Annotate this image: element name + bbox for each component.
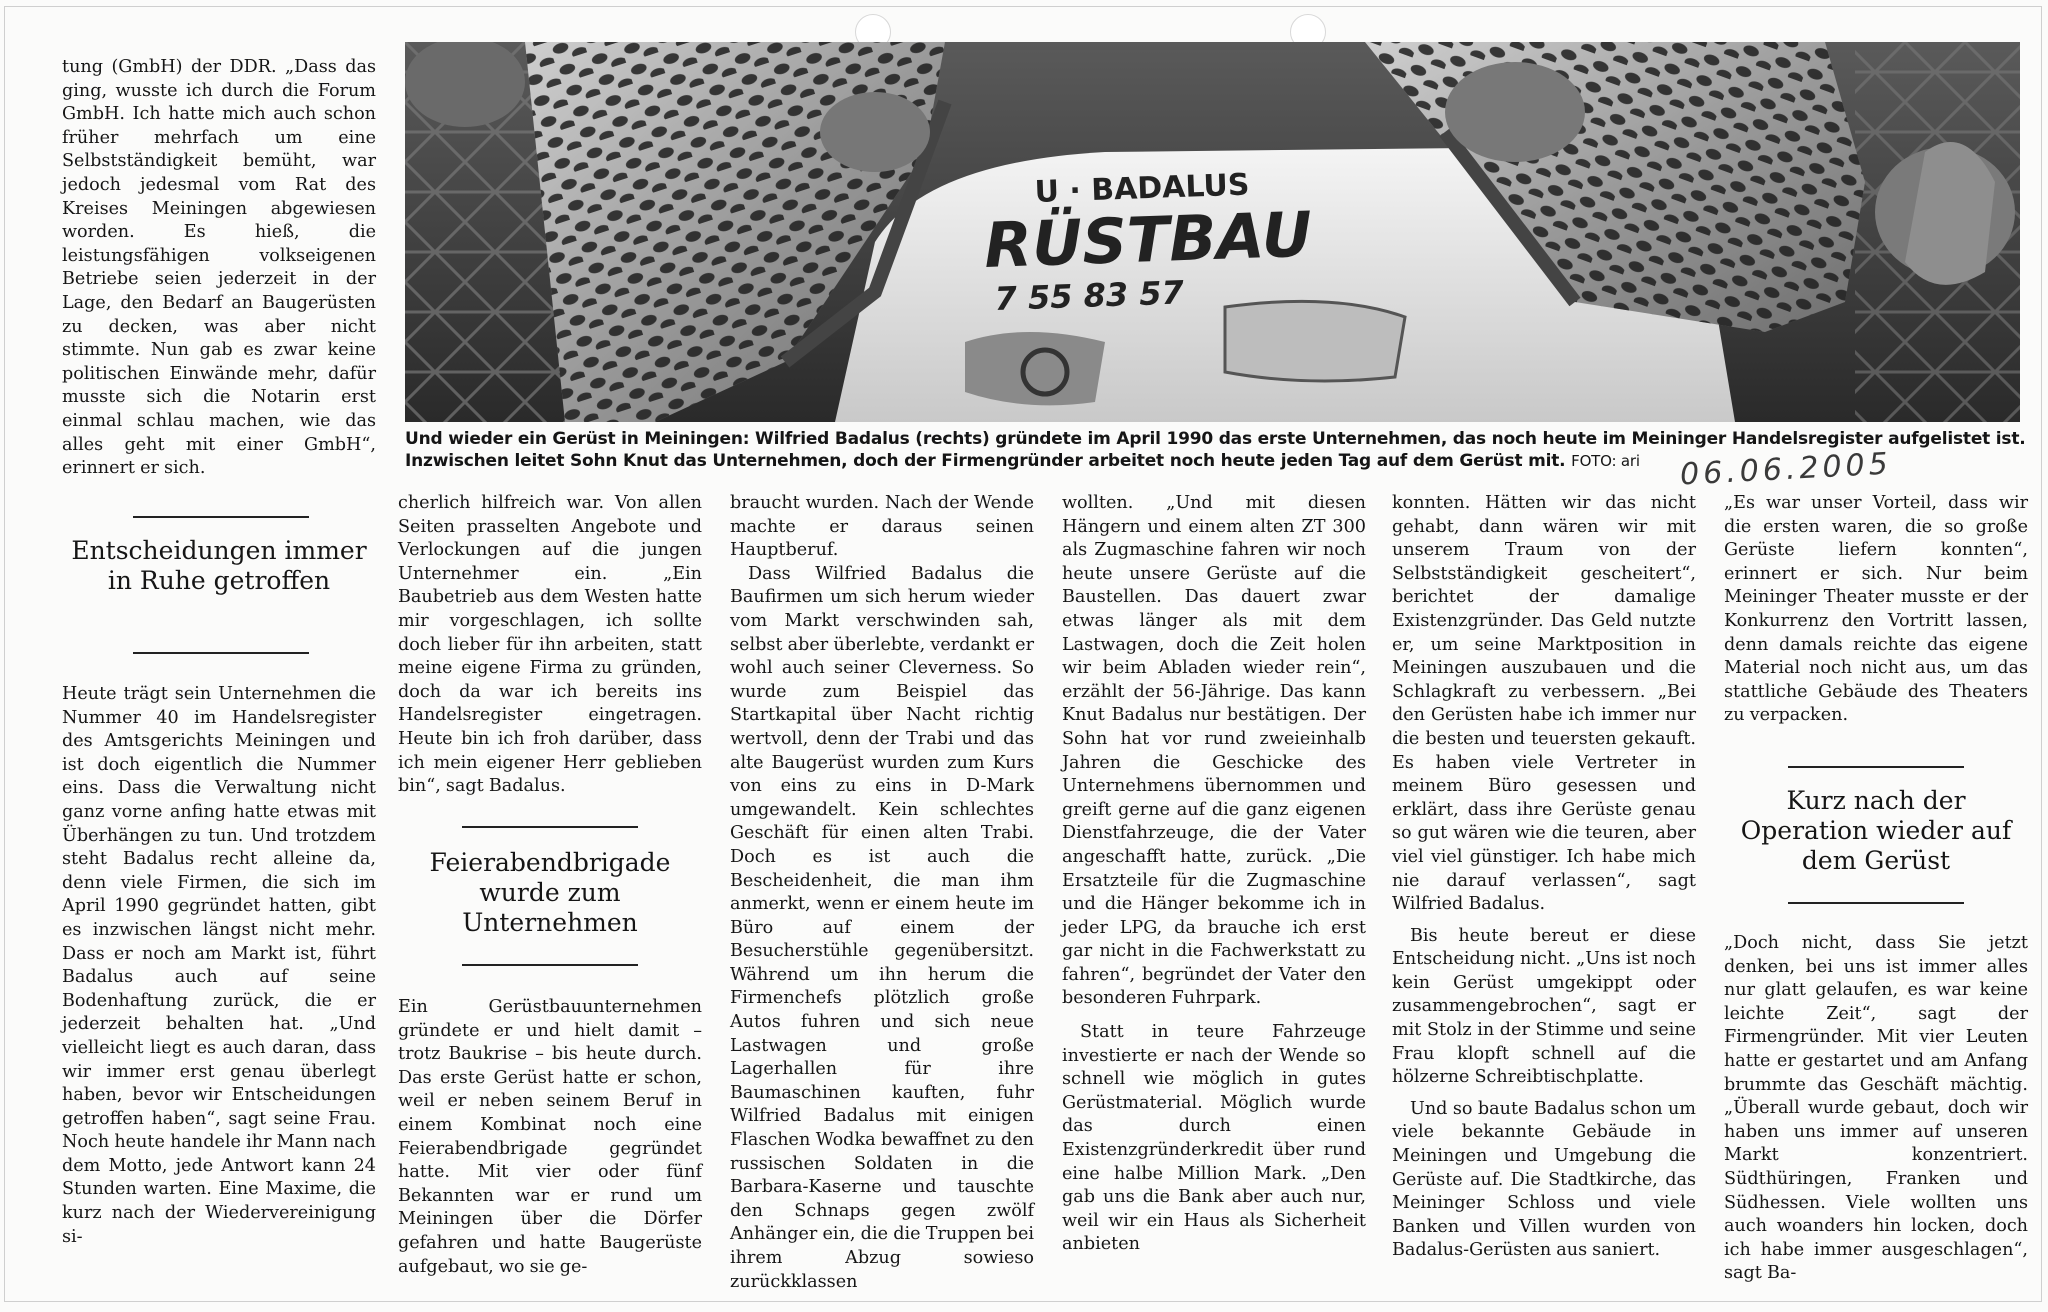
column-6-bottom xyxy=(1724,932,2028,1286)
paragraph: konnten. Hätten wir das nicht gehabt, dann wären wir mit unserem Traum von der Selbstständigkeit gescheitert“, berichtet der damalige Existenzgründer. Das Geld nutzte er, um seine Marktposition in Meiningen auszubauen und die Schlagkraft zu verbessern. „Bei den Gerüsten habe ich immer nur die besten und teuersten gekauft. Es haben viele Vertreter in meinem Büro gesessen und erklärt, dass ihre Gerüste genau so gut wären wie die teuren, aber viel viel günstiger. Ich habe mich nie darauf verlassen“, sagt Wilfried Badalus. xyxy=(1392,493,1696,915)
divider xyxy=(133,652,309,654)
paragraph: wollten. „Und mit diesen Hängern und einem alten ZT 300 als Zugmaschine fahren wir noch heute unsere Gerüste auf die Baustellen. Das dauert zwar etwas länger als mit dem Lastwagen, doch die Zeit holen wir beim Abladen wieder rein“, erzählt der 56-Jährige. Das kann Knut Badalus nur bestätigen. Der Sohn hat vor rund zweieinhalb Jahren die Geschicke des Unternehmens übernommen und greift gerne auf die ganz eigenen Dienstfahrzeuge, die der Vater angeschafft hatte, zurück. „Die Ersatzteile für die Zugmaschine und die Hänger bekomme ich in jeder LPG, da brauche ich erst gar nicht in die Fachwerkstatt zu fahren“, begründet der Vater den besonderen Fuhrpark. xyxy=(1062,493,1366,1009)
subheadline-2: Feierabendbrigade wurde zum Unternehmen xyxy=(429,848,671,937)
column-2-top xyxy=(398,492,702,799)
divider xyxy=(1788,902,1964,904)
paragraph: Dass Wilfried Badalus die Baufirmen um sich herum wieder vom Markt verschwinden sah, selbst aber überlebte, verdankt er wohl auch seiner Cleverness. So wurde zum Beispiel das Startkapital über Nacht richtig wertvoll, denn der Trabi und das alte Baugerüst wurden zum Kurs von eins zu eins in D-Mark umgewandelt. Kein schlechtes Geschäft für einen alten Trabi. Doch es ist auch die Bescheidenheit, die man ihm anmerkt, wenn er einem heute im Büro auf einem der Besucherstühle gegenübersitzt. Während um ihn herum die Firmenchefs plötzlich große Autos fuhren und sich neue Lastwagen und große Lagerhallen für ihre Baumaschinen kauften, fuhr Wilfried Badalus mit einigen Flaschen Wodka bewaffnet zu den russischen Soldaten in die Barbara-Kaserne und tauschte den Schnaps gegen zwölf Anhänger ein, die die Truppen bei ihrem Abzug sowieso zurückklassen xyxy=(730,563,1034,1292)
subheadline-1: Entscheidungen immer in Ruhe getroffen xyxy=(71,536,367,595)
paragraph: „Es war unser Vorteil, dass wir die ersten waren, die so große Gerüste liefern konnten“, erinnert er sich. Nur beim Meininger Theater musste er der Konkurrenz den Vortritt lassen, denn damals reichte das eigene Material noch nicht aus, um das stattliche Gebäude des Theaters zu verpacken. xyxy=(1724,493,2028,726)
column-3 xyxy=(730,492,1034,1294)
article-photo xyxy=(405,42,2020,422)
paragraph: braucht wurden. Nach der Wende machte er daraus seinen Hauptberuf. xyxy=(730,493,1034,561)
caption-line-2-text: Inzwischen leitet Sohn Knut das Unternehmen, doch der Firmengründer arbeitet noch heute jeden Tag auf dem Gerüst mit. xyxy=(405,451,1566,471)
column-5 xyxy=(1392,492,1696,1263)
column-2-bottom xyxy=(398,996,702,1279)
divider xyxy=(1788,766,1964,768)
photo-credit: FOTO: ari xyxy=(1571,452,1640,470)
divider xyxy=(462,826,638,828)
paragraph: Heute trägt sein Unternehmen die Nummer 40 im Handelsregister des Amtsgerichts Meiningen und ist doch eigentlich die Nummer eins. Dass die Verwaltung nicht ganz vorne anfing hatte etwas mit Überhängen zu tun. Und trotzdem steht Badalus recht alleine da, denn viele Firmen, die sich im April 1990 gegründet hatten, gibt es inzwischen längst nicht mehr. Dass er noch am Markt ist, führt Badalus auch auf seine Bodenhaftung zurück, die er jederzeit behalten hat. „Und vielleicht liegt es auch daran, dass wir immer erst genau überlegt haben, bevor wir Entscheidungen getroffen haben“, sagt seine Frau. Noch heute handele ihr Mann nach dem Motto, jede Antwort kann 24 Stunden warten. Eine Maxime, die kurz nach der Wiedervereinigung si- xyxy=(62,684,376,1247)
paragraph: „Doch nicht, dass Sie jetzt denken, bei uns ist immer alles nur glatt gelaufen, es war keine leichte Zeit“, sagt der Firmengründer. Mit vier Leuten hatte er gestartet und am Anfang brummte das Geschäft mächtig. „Überall wurde gebaut, doch wir haben uns immer auf unseren Markt konzentriert. Südthüringen, Franken und Südhessen. Viele wollten uns auch woanders hin locken, doch ich habe immer ausgeschlagen“, sagt Ba- xyxy=(1724,933,2028,1284)
subheadline-3: Kurz nach der Operation wieder auf dem Gerüst xyxy=(1740,786,2012,875)
van-phone: 7 55 83 57 xyxy=(993,273,1185,318)
paragraph: Bis heute bereut er diese Entscheidung nicht. „Uns ist noch kein Gerüst umgekippt oder zusammengebrochen“, sagt er mit Stolz in der Stimme und seine Frau klopft schnell auf die hölzerne Schreibtischplatte. xyxy=(1392,925,1696,1088)
divider xyxy=(462,964,638,966)
column-4 xyxy=(1062,492,1366,1257)
column-1-top xyxy=(62,56,376,481)
paragraph: Statt in teure Fahrzeuge investierte er nach der Wende so schnell wie möglich in gutes Gerüstmaterial. Möglich wurde das durch einen Existenzgründerkredit über rund eine halbe Million Mark. „Den gab uns die Bank aber auch nur, weil wir ein Haus als Sicherheit anbieten xyxy=(1062,1022,1366,1255)
paragraph: Ein Gerüstbauunternehmen gründete er und hielt damit – trotz Baukrise – bis heute durch. Das erste Gerüst hatte er schon, weil er neben seinem Beruf in einem Kombinat noch eine Feierabendbrigade gegründet hatte. Mit vier oder fünf Bekannten war er rund um Meiningen über die Dörfer gefahren und hatte Baugerüste aufgebaut, wo sie ge- xyxy=(398,997,702,1277)
van-lettering-main: RÜSTBAU xyxy=(982,197,1314,282)
caption-line-1: Und wieder ein Gerüst in Meiningen: Wilfried Badalus (rechts) gründete im April 1990 das erste Unternehmen, das noch heute im Meininger Handelsregister aufgelistet ist. xyxy=(405,429,2026,449)
column-1-bottom xyxy=(62,683,376,1249)
paragraph: cherlich hilfreich war. Von allen Seiten prasselten Angebote und Verlockungen auf die jungen Unternehmer ein. „Ein Baubetrieb aus dem Westen hatte mir vorgeschlagen, ich sollte doch lieber für ihn arbeiten, statt meine eigene Firma zu gründen, doch da war ich bereits ins Handelsregister eingetragen. Heute bin ich froh darüber, dass ich mein eigener Herr geblieben bin“, sagt Badalus. xyxy=(398,493,702,797)
paragraph: tung (GmbH) der DDR. „Dass das ging, wusste ich durch die Forum GmbH. Ich hatte mich auch schon früher mehrfach um eine Selbstständigkeit bemüht, war jedoch jedesmal vom Rat des Kreises Meiningen abgewiesen worden. Es hieß, die leistungsfähigen volkseigenen Betriebe seien jederzeit in der Lage, den Bedarf an Baugerüsten zu decken, was aber nicht stimmte. Nun gab es zwar keine politischen Einwände mehr, dafür musste sich die Notarin erst einmal schlau machen, wie das alles geht mit einer GmbH“, erinnert er sich. xyxy=(62,57,376,479)
van-lettering-top: U · BADALUS xyxy=(1034,167,1251,210)
handwritten-date: 06.06.2005 xyxy=(1679,446,1893,493)
divider xyxy=(133,516,309,518)
column-6-top xyxy=(1724,492,2028,728)
paragraph: Und so baute Badalus schon um viele bekannte Gebäude in Meiningen und Umgebung die Gerüste auf. Die Stadtkirche, das Meininger Schloss und viele Banken und Villen wurden von Badalus-Gerüsten aus saniert. xyxy=(1392,1098,1696,1261)
